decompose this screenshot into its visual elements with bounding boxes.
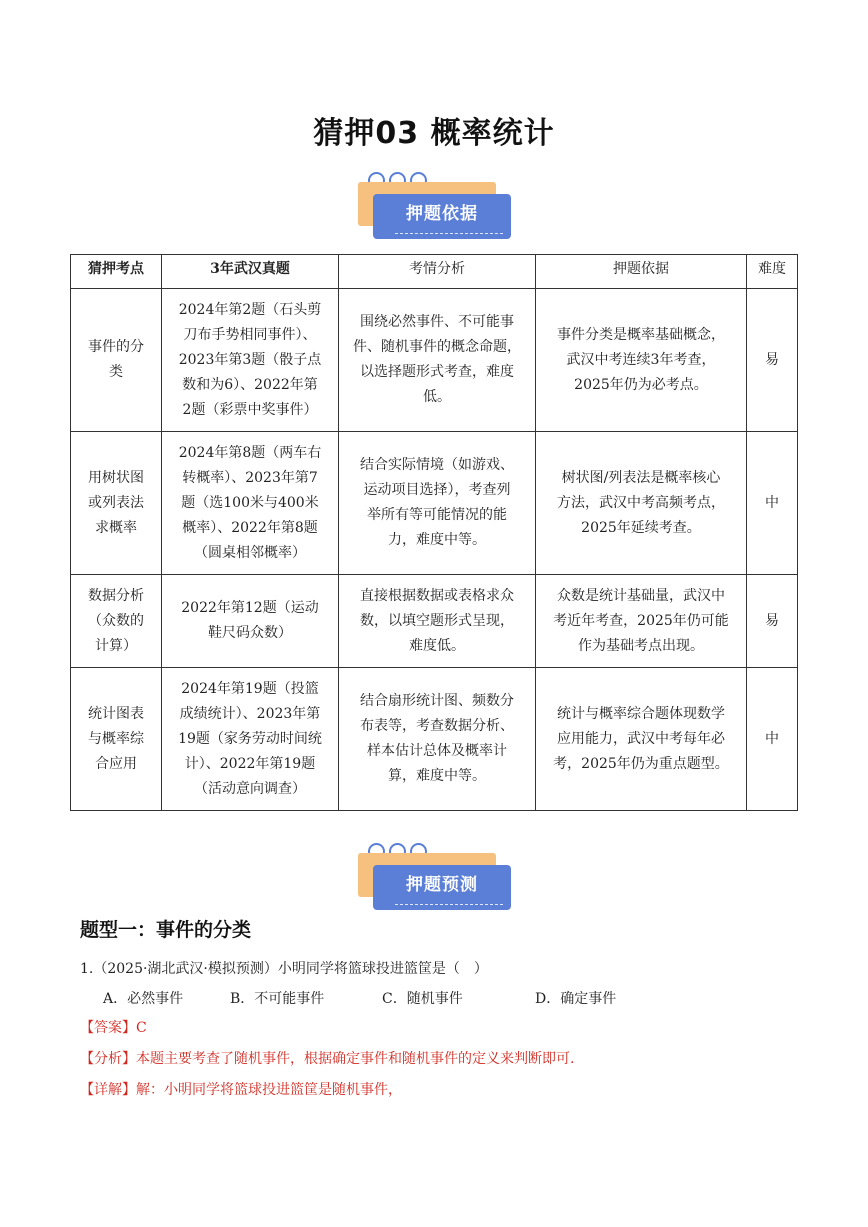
detail-tag: 【详解】 — [80, 1082, 136, 1098]
option-d: D．确定事件 — [535, 991, 617, 1007]
header-cell: 猜押考点 — [71, 255, 162, 289]
analysis-cell: 围绕必然事件、不可能事 件、随机事件的概念命题， 以选择题形式考查，难度 低。 — [339, 289, 536, 432]
difficulty-cell: 中 — [747, 668, 798, 811]
real-cell: 2024年第8题（两车右 转概率）、2023年第7 题（选100米与400米 概率）、2022年第8题 （圆桌相邻概率） — [162, 432, 339, 575]
header-cell: 3年武汉真题 — [162, 255, 339, 289]
difficulty-cell: 易 — [747, 289, 798, 432]
badge-label: 押题预测 — [406, 875, 478, 895]
real-cell: 2024年第19题（投篮 成绩统计）、2023年第 19题（家务劳动时间统 计）、2022年第19题 （活动意向调查） — [162, 668, 339, 811]
point-cell: 用树状图 或列表法 求概率 — [71, 432, 162, 575]
analysis-tag: 【分析】 — [80, 1051, 136, 1067]
answer-tag: 【答案】 — [80, 1020, 136, 1036]
analysis-cell: 结合实际情境（如游戏、 运动项目选择），考查列 举所有等可能情况的能 力，难度中等。 — [339, 432, 536, 575]
analysis-cell: 结合扇形统计图、频数分 布表等，考查数据分析、 样本估计总体及概率计 算，难度中等。 — [339, 668, 536, 811]
point-cell: 统计图表 与概率综 合应用 — [71, 668, 162, 811]
header-cell: 难度 — [747, 255, 798, 289]
option-a: A．必然事件 — [103, 991, 184, 1007]
analysis-cell: 直接根据数据或表格求众 数，以填空题形式呈现， 难度低。 — [339, 575, 536, 668]
table-row — [71, 432, 798, 575]
basis-cell: 统计与概率综合题体现数学 应用能力，武汉中考每年必 考，2025年仍为重点题型。 — [536, 668, 747, 811]
difficulty-cell: 中 — [747, 432, 798, 575]
section-badge-prediction — [358, 843, 518, 923]
table-row — [71, 575, 798, 668]
analysis-line — [80, 1048, 574, 1068]
question-text: 1.（2025·湖北武汉·模拟预测）小明同学将篮球投进篮筐是（ ） — [80, 961, 488, 977]
basis-cell: 树状图/列表法是概率核心 方法，武汉中考高频考点， 2025年延续考查。 — [536, 432, 747, 575]
table-row — [71, 668, 798, 811]
detail-text: 解：小明同学将篮球投进篮筐是随机事件， — [136, 1082, 402, 1098]
page-title: 猜押03 概率统计 — [313, 116, 555, 151]
option-c: C．随机事件 — [382, 991, 463, 1007]
exam-table — [70, 254, 798, 811]
analysis-text: 本题主要考查了随机事件，根据确定事件和随机事件的定义来判断即可. — [136, 1051, 575, 1067]
header-cell: 押题依据 — [536, 255, 747, 289]
answer-value: C — [136, 1020, 147, 1036]
table-row — [71, 289, 798, 432]
basis-cell: 众数是统计基础量，武汉中 考近年考查，2025年仍可能 作为基础考点出现。 — [536, 575, 747, 668]
header-cell: 考情分析 — [339, 255, 536, 289]
section-heading: 题型一：事件的分类 — [80, 919, 252, 941]
table-header-row — [71, 255, 798, 289]
option-b: B．不可能事件 — [230, 991, 325, 1007]
answer-line — [80, 1017, 147, 1037]
section-badge-basis — [358, 172, 518, 252]
basis-cell: 事件分类是概率基础概念， 武汉中考连续3年考查， 2025年仍为必考点。 — [536, 289, 747, 432]
difficulty-cell: 易 — [747, 575, 798, 668]
point-cell: 事件的分 类 — [71, 289, 162, 432]
real-cell: 2024年第2题（石头剪 刀布手势相同事件）、 2023年第3题（骰子点 数和为6）、2022年第 2题（彩票中奖事件） — [162, 289, 339, 432]
point-cell: 数据分析 （众数的 计算） — [71, 575, 162, 668]
real-cell: 2022年第12题（运动 鞋尺码众数） — [162, 575, 339, 668]
detail-line — [80, 1079, 402, 1099]
badge-label: 押题依据 — [406, 204, 478, 224]
